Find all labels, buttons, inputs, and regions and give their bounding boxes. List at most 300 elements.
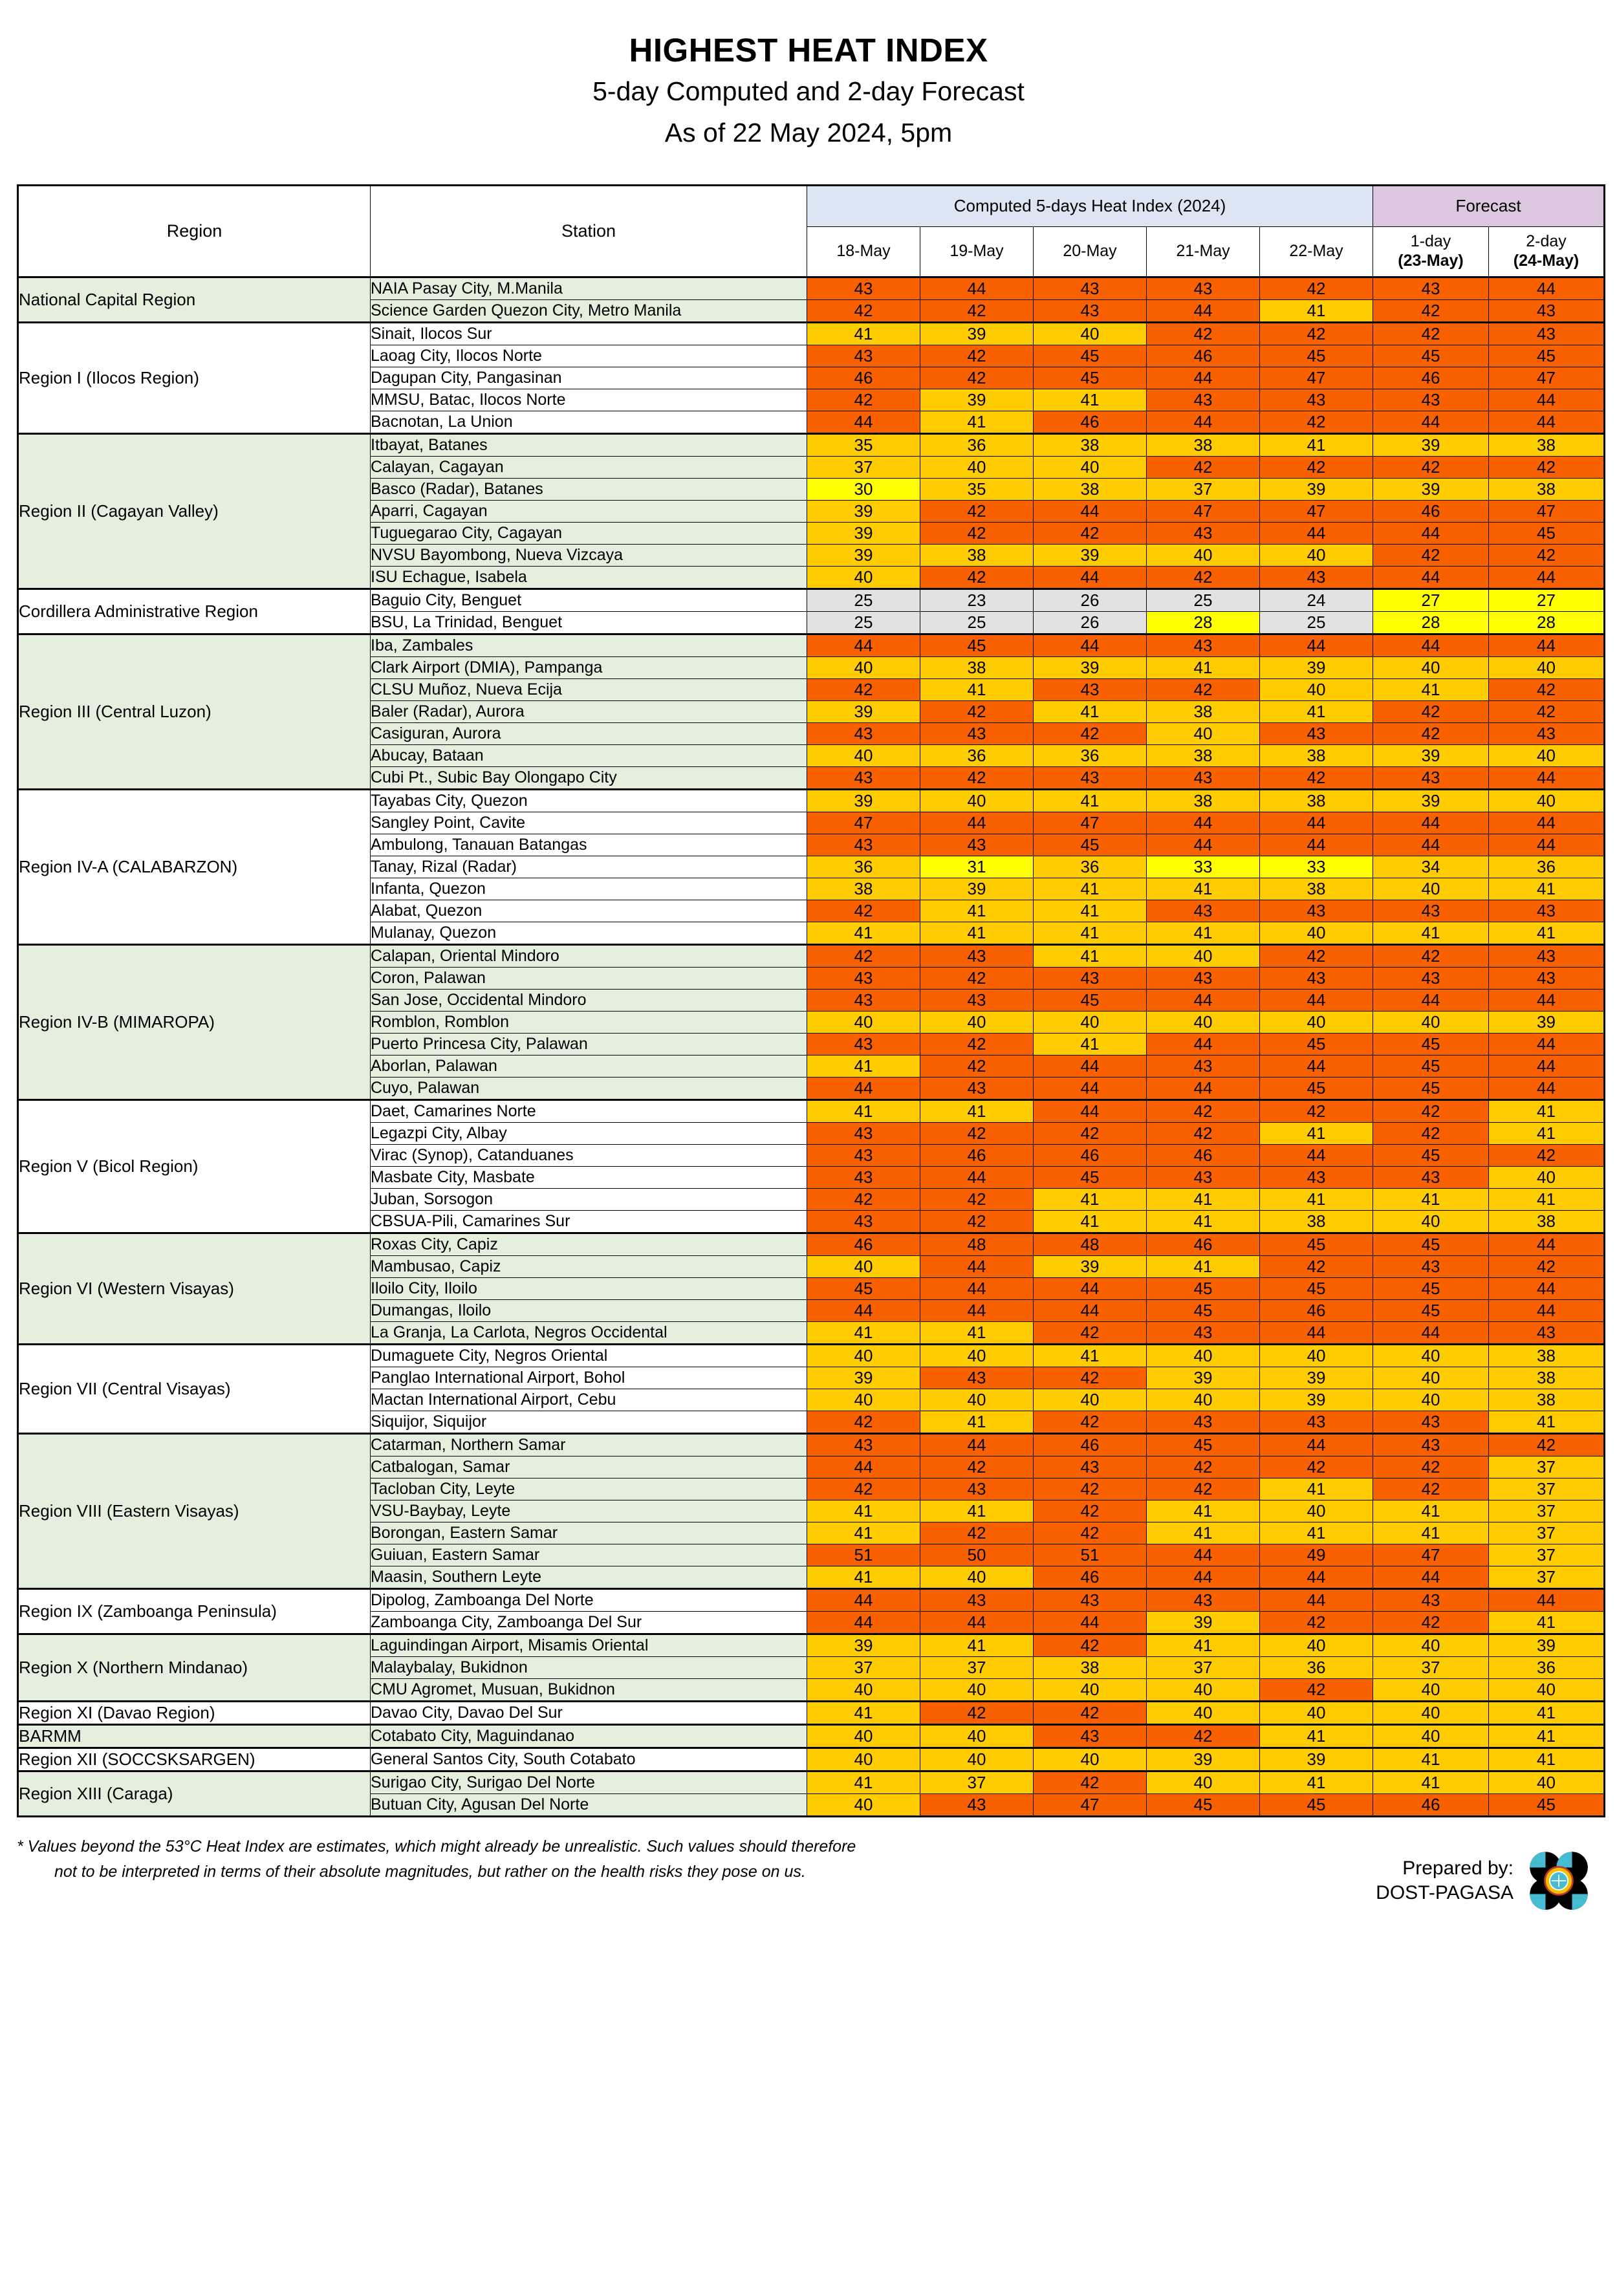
heat-index-cell: 42 [807,389,920,411]
heat-index-cell: 37 [1147,478,1260,500]
heat-index-cell: 39 [1489,1011,1605,1033]
heat-index-cell: 38 [1489,478,1605,500]
heat-index-cell: 42 [1260,1611,1373,1634]
station-label: Clark Airport (DMIA), Pampanga [371,656,807,678]
heat-index-cell: 43 [1034,299,1147,322]
heat-index-cell: 40 [1147,544,1260,566]
station-label: Legazpi City, Albay [371,1122,807,1144]
region-label: Region I (Ilocos Region) [18,322,371,433]
region-label: Region IV-B (MIMAROPA) [18,944,371,1099]
heat-index-cell: 39 [807,544,920,566]
heat-index-cell: 40 [1373,1678,1489,1701]
heat-index-cell: 40 [920,789,1034,812]
heat-index-cell: 42 [920,500,1034,522]
region-label: National Capital Region [18,277,371,322]
heat-index-cell: 43 [1034,1724,1147,1748]
heat-index-cell: 43 [1034,766,1147,789]
heat-index-cell: 45 [1147,1433,1260,1456]
heat-index-cell: 43 [1147,1321,1260,1344]
station-label: Cuyo, Palawan [371,1077,807,1099]
heat-index-cell: 49 [1260,1544,1373,1566]
table-row [18,589,1605,611]
table-row [18,944,1605,967]
footnote-line-1: * Values beyond the 53°C Heat Index are estimates, which might already be unrealistic. Such values should therefore [17,1837,856,1856]
heat-index-cell: 37 [807,456,920,478]
heat-index-cell: 42 [1260,766,1373,789]
heat-index-cell: 46 [1373,500,1489,522]
column-header-station: Station [371,185,807,277]
heat-index-cell: 41 [1489,1122,1605,1144]
heat-index-cell: 40 [807,1255,920,1277]
station-label: NVSU Bayombong, Nueva Vizcaya [371,544,807,566]
station-label: ISU Echague, Isabela [371,566,807,589]
heat-index-cell: 40 [1260,1634,1373,1656]
heat-index-cell: 39 [1034,1255,1147,1277]
heat-index-cell: 46 [1147,1233,1260,1255]
heat-index-cell: 39 [1373,478,1489,500]
heat-index-cell: 39 [1260,478,1373,500]
heat-index-cell: 41 [1489,1411,1605,1433]
heat-index-cell: 45 [1034,367,1147,389]
station-label: Bacnotan, La Union [371,411,807,433]
heat-index-cell: 44 [1147,834,1260,856]
heat-index-cell: 40 [1260,1344,1373,1367]
heat-index-cell: 43 [1034,1588,1147,1611]
heat-index-cell: 41 [1373,1188,1489,1210]
pagasa-logo-icon [1523,1845,1595,1917]
heat-index-cell: 44 [920,1166,1034,1188]
heat-index-cell: 44 [1373,566,1489,589]
heat-index-cell: 40 [920,1678,1034,1701]
heat-index-cell: 44 [1489,634,1605,656]
heat-index-cell: 44 [1034,1099,1147,1122]
heat-index-cell: 34 [1373,856,1489,878]
heat-index-cell: 38 [1489,433,1605,456]
heat-index-cell: 42 [920,967,1034,989]
region-label: Region VI (Western Visayas) [18,1233,371,1344]
station-label: Mambusao, Capiz [371,1255,807,1277]
heat-index-cell: 43 [920,1588,1034,1611]
heat-index-cell: 40 [1373,1634,1489,1656]
heat-index-cell: 42 [1373,456,1489,478]
heat-index-cell: 41 [1034,1033,1147,1055]
heat-index-cell: 44 [1373,411,1489,433]
region-label: Region II (Cagayan Valley) [18,433,371,589]
heat-index-cell: 40 [1373,878,1489,900]
heat-index-cell: 36 [920,744,1034,766]
heat-index-cell: 47 [1489,500,1605,522]
heat-index-cell: 40 [920,1389,1034,1411]
heat-index-cell: 40 [1373,1367,1489,1389]
heat-index-cell: 28 [1489,611,1605,634]
heat-index-cell: 43 [807,345,920,367]
heat-index-cell: 46 [1034,411,1147,433]
heat-index-cell: 44 [1489,389,1605,411]
heat-index-cell: 40 [920,456,1034,478]
heat-index-cell: 40 [1489,656,1605,678]
heat-index-cell: 44 [1034,500,1147,522]
heat-index-cell: 44 [1373,522,1489,544]
heat-index-cell: 27 [1373,589,1489,611]
heat-index-cell: 42 [1489,544,1605,566]
heat-index-cell: 42 [1034,1500,1147,1522]
heat-index-cell: 42 [920,367,1034,389]
table-row [18,1433,1605,1456]
heat-index-cell: 38 [1260,878,1373,900]
heat-index-cell: 44 [920,1433,1034,1456]
heat-index-cell: 43 [1373,967,1489,989]
heat-index-cell: 43 [1373,389,1489,411]
heat-index-cell: 39 [807,1367,920,1389]
heat-index-cell: 43 [1147,766,1260,789]
heat-index-cell: 44 [1147,989,1260,1011]
heat-index-cell: 42 [1147,1724,1260,1748]
heat-index-cell: 43 [920,722,1034,744]
heat-index-cell: 46 [807,367,920,389]
heat-index-cell: 35 [807,433,920,456]
heat-index-cell: 45 [807,1277,920,1299]
heat-index-cell: 45 [1260,1033,1373,1055]
heat-index-cell: 43 [1034,967,1147,989]
heat-index-cell: 40 [1034,1678,1147,1701]
heat-index-cell: 43 [1147,522,1260,544]
heat-index-cell: 45 [1147,1299,1260,1321]
heat-index-cell: 42 [1489,700,1605,722]
heat-index-cell: 47 [1260,367,1373,389]
column-header-forecast-2day [1489,226,1605,277]
table-row [18,1634,1605,1656]
heat-index-cell: 42 [1260,1678,1373,1701]
heat-index-cell: 41 [1260,1478,1373,1500]
heat-index-cell: 44 [1034,1077,1147,1099]
station-label: Science Garden Quezon City, Metro Manila [371,299,807,322]
station-label: Maasin, Southern Leyte [371,1566,807,1588]
heat-index-cell: 25 [807,589,920,611]
heat-index-cell: 42 [920,522,1034,544]
heat-index-cell: 44 [1147,1566,1260,1588]
heat-index-cell: 42 [1373,544,1489,566]
heat-index-cell: 45 [1489,345,1605,367]
heat-index-cell: 33 [1147,856,1260,878]
heat-index-cell: 41 [1260,1724,1373,1748]
heat-index-cell: 44 [1489,1033,1605,1055]
heat-index-cell: 46 [920,1144,1034,1166]
heat-index-cell: 45 [1260,1233,1373,1255]
heat-index-cell: 41 [1373,1771,1489,1793]
heat-index-cell: 25 [1147,589,1260,611]
heat-index-cell: 41 [807,1099,920,1122]
heat-index-cell: 41 [1034,1210,1147,1233]
heat-index-cell: 40 [1489,744,1605,766]
heat-index-cell: 40 [1260,678,1373,700]
heat-index-cell: 36 [920,433,1034,456]
heat-index-cell: 37 [920,1771,1034,1793]
station-label: Puerto Princesa City, Palawan [371,1033,807,1055]
heat-index-cell: 43 [920,1077,1034,1099]
heat-index-cell: 43 [920,944,1034,967]
heat-index-cell: 42 [1373,1478,1489,1500]
heat-index-cell: 44 [1373,634,1489,656]
heat-index-cell: 44 [1147,1077,1260,1099]
heat-index-cell: 44 [1034,634,1147,656]
heat-index-cell: 44 [1489,277,1605,299]
heat-index-cell: 44 [1034,1299,1147,1321]
station-label: Davao City, Davao Del Sur [371,1701,807,1724]
heat-index-cell: 44 [1034,1277,1147,1299]
heat-index-cell: 44 [1260,1144,1373,1166]
heat-index-cell: 43 [1147,967,1260,989]
heat-index-cell: 39 [1034,656,1147,678]
heat-index-cell: 33 [1260,856,1373,878]
heat-index-cell: 44 [1260,834,1373,856]
heat-index-cell: 42 [807,900,920,922]
forecast-1day-line2: (23-May) [1398,251,1464,270]
table-row [18,634,1605,656]
heat-index-cell: 42 [1034,1701,1147,1724]
heat-index-cell: 40 [1260,1500,1373,1522]
heat-index-cell: 43 [920,1793,1034,1816]
region-label: Region VII (Central Visayas) [18,1344,371,1433]
station-label: Daet, Camarines Norte [371,1099,807,1122]
heat-index-cell: 44 [1489,812,1605,834]
heat-index-cell: 42 [1147,678,1260,700]
heat-index-cell: 40 [1147,1344,1260,1367]
heat-index-cell: 44 [807,411,920,433]
heat-index-cell: 44 [1489,411,1605,433]
heat-index-cell: 39 [920,389,1034,411]
heat-index-cell: 40 [1260,1701,1373,1724]
heat-index-cell: 44 [1489,1233,1605,1255]
heat-index-cell: 45 [1260,1793,1373,1816]
forecast-2day-line2: (24-May) [1513,251,1579,270]
heat-index-cell: 44 [1034,566,1147,589]
heat-index-cell: 26 [1034,611,1147,634]
heat-index-cell: 41 [1260,1522,1373,1544]
heat-index-cell: 43 [920,1367,1034,1389]
heat-index-cell: 41 [920,1099,1034,1122]
station-label: Juban, Sorsogon [371,1188,807,1210]
heat-index-cell: 43 [1147,1166,1260,1188]
heat-index-cell: 42 [920,1033,1034,1055]
heat-index-cell: 44 [1260,1588,1373,1611]
heat-index-cell: 40 [1147,1771,1260,1793]
heat-index-cell: 45 [920,634,1034,656]
heat-index-cell: 38 [1147,744,1260,766]
heat-index-cell: 43 [1260,900,1373,922]
table-row [18,1748,1605,1771]
heat-index-cell: 41 [807,1321,920,1344]
heat-index-cell: 42 [1034,1411,1147,1433]
heat-index-cell: 44 [1260,812,1373,834]
heat-index-cell: 39 [807,700,920,722]
heat-index-cell: 41 [920,900,1034,922]
heat-index-cell: 40 [1373,1011,1489,1033]
heat-index-cell: 42 [1373,322,1489,345]
heat-index-cell: 44 [920,1255,1034,1277]
heat-index-cell: 42 [1034,1478,1147,1500]
heat-index-cell: 43 [1489,322,1605,345]
heat-index-cell: 47 [1147,500,1260,522]
station-label: Dipolog, Zamboanga Del Norte [371,1588,807,1611]
heat-index-cell: 46 [807,1233,920,1255]
heat-index-cell: 42 [1147,456,1260,478]
heat-index-cell: 42 [1373,944,1489,967]
heat-index-cell: 43 [807,277,920,299]
heat-index-cell: 37 [1489,1522,1605,1544]
heat-index-cell: 39 [807,522,920,544]
heat-index-cell: 44 [1260,989,1373,1011]
heat-index-cell: 38 [1489,1344,1605,1367]
heat-index-cell: 41 [1489,922,1605,944]
station-label: Coron, Palawan [371,967,807,989]
heat-index-cell: 45 [1373,1144,1489,1166]
heat-index-cell: 39 [807,500,920,522]
heat-index-cell: 42 [1489,456,1605,478]
heat-index-cell: 41 [1489,1099,1605,1122]
heat-index-cell: 37 [920,1656,1034,1678]
heat-index-cell: 48 [920,1233,1034,1255]
heat-index-cell: 40 [1373,1701,1489,1724]
heat-index-cell: 42 [920,1456,1034,1478]
heat-index-cell: 47 [807,812,920,834]
heat-index-cell: 41 [1034,900,1147,922]
heat-index-cell: 43 [807,1144,920,1166]
heat-index-cell: 44 [920,1277,1034,1299]
station-label: Dumaguete City, Negros Oriental [371,1344,807,1367]
heat-index-cell: 42 [1147,322,1260,345]
heat-index-cell: 36 [807,856,920,878]
heat-index-cell: 44 [1489,834,1605,856]
station-label: Mulanay, Quezon [371,922,807,944]
heat-index-cell: 39 [1147,1611,1260,1634]
station-label: VSU-Baybay, Leyte [371,1500,807,1522]
heat-index-cell: 40 [807,1724,920,1748]
heat-index-cell: 37 [807,1656,920,1678]
heat-index-cell: 46 [1034,1433,1147,1456]
heat-index-cell: 41 [807,1701,920,1724]
station-label: Roxas City, Capiz [371,1233,807,1255]
heat-index-cell: 44 [1489,766,1605,789]
heat-index-cell: 43 [1147,634,1260,656]
heat-index-cell: 44 [920,812,1034,834]
heat-index-cell: 40 [807,1011,920,1033]
heat-index-cell: 42 [920,345,1034,367]
heat-index-cell: 40 [807,1793,920,1816]
heat-index-cell: 43 [1034,1456,1147,1478]
column-header-day-22may: 22-May [1260,226,1373,277]
station-label: Surigao City, Surigao Del Norte [371,1771,807,1793]
heat-index-cell: 42 [1489,678,1605,700]
column-header-day-20may: 20-May [1034,226,1147,277]
heat-index-cell: 40 [1147,1701,1260,1724]
heat-index-cell: 45 [1034,989,1147,1011]
heat-index-cell: 36 [1034,744,1147,766]
heat-index-cell: 44 [1260,1321,1373,1344]
heat-index-cell: 37 [1489,1478,1605,1500]
heat-index-cell: 36 [1260,1656,1373,1678]
heat-index-cell: 45 [1260,1077,1373,1099]
heat-index-cell: 41 [1373,678,1489,700]
station-label: Itbayat, Batanes [371,433,807,456]
heat-index-cell: 43 [1373,1411,1489,1433]
heat-index-cell: 25 [1260,611,1373,634]
station-label: Tuguegarao City, Cagayan [371,522,807,544]
heat-index-cell: 44 [1147,367,1260,389]
heat-index-cell: 46 [1034,1566,1147,1588]
station-label: Baler (Radar), Aurora [371,700,807,722]
heat-index-cell: 44 [1373,1566,1489,1588]
heat-index-cell: 41 [1147,656,1260,678]
heat-index-cell: 47 [1373,1544,1489,1566]
heat-index-cell: 24 [1260,589,1373,611]
table-row [18,277,1605,299]
heat-index-cell: 39 [807,789,920,812]
heat-index-cell: 40 [807,1748,920,1771]
station-label: Romblon, Romblon [371,1011,807,1033]
heat-index-cell: 39 [807,1634,920,1656]
heat-index-cell: 41 [1260,299,1373,322]
heat-index-cell: 42 [1373,299,1489,322]
heat-index-cell: 39 [1260,656,1373,678]
region-label: Region V (Bicol Region) [18,1099,371,1233]
heat-index-cell: 44 [1489,1077,1605,1099]
station-label: Laguindingan Airport, Misamis Oriental [371,1634,807,1656]
heat-index-cell: 44 [1260,1433,1373,1456]
heat-index-cell: 41 [920,678,1034,700]
heat-index-cell: 41 [807,1566,920,1588]
heat-index-cell: 46 [1373,367,1489,389]
station-label: Catarman, Northern Samar [371,1433,807,1456]
heat-index-cell: 41 [1034,389,1147,411]
region-label: Region VIII (Eastern Visayas) [18,1433,371,1588]
heat-index-cell: 40 [1260,922,1373,944]
heat-index-cell: 42 [807,1188,920,1210]
heat-index-cell: 30 [807,478,920,500]
heat-index-cell: 42 [1147,1099,1260,1122]
heat-index-cell: 40 [807,566,920,589]
heat-index-cell: 44 [807,1299,920,1321]
heat-index-cell: 42 [1034,722,1147,744]
heat-index-cell: 39 [1034,544,1147,566]
heat-index-cell: 40 [1373,656,1489,678]
heat-index-cell: 42 [807,678,920,700]
heat-index-cell: 44 [1373,812,1489,834]
heat-index-cell: 45 [1373,1033,1489,1055]
heat-index-cell: 44 [1147,1544,1260,1566]
heat-index-cell: 38 [807,878,920,900]
heat-index-cell: 41 [1489,878,1605,900]
heat-index-cell: 42 [1034,1522,1147,1544]
heat-index-cell: 42 [920,566,1034,589]
heat-index-cell: 46 [1147,1144,1260,1166]
heat-index-cell: 42 [920,1122,1034,1144]
station-label: CMU Agromet, Musuan, Bukidnon [371,1678,807,1701]
heat-index-cell: 43 [1373,766,1489,789]
heat-index-cell: 44 [1147,299,1260,322]
heat-index-cell: 43 [807,989,920,1011]
heat-index-cell: 41 [807,1522,920,1544]
heat-index-cell: 41 [1147,922,1260,944]
heat-index-cell: 38 [1147,700,1260,722]
column-header-region: Region [18,185,371,277]
heat-index-cell: 50 [920,1544,1034,1566]
heat-index-cell: 40 [1147,944,1260,967]
station-label: Basco (Radar), Batanes [371,478,807,500]
table-row [18,1099,1605,1122]
heat-index-cell: 39 [1489,1634,1605,1656]
heat-index-cell: 44 [807,1077,920,1099]
station-label: Panglao International Airport, Bohol [371,1367,807,1389]
